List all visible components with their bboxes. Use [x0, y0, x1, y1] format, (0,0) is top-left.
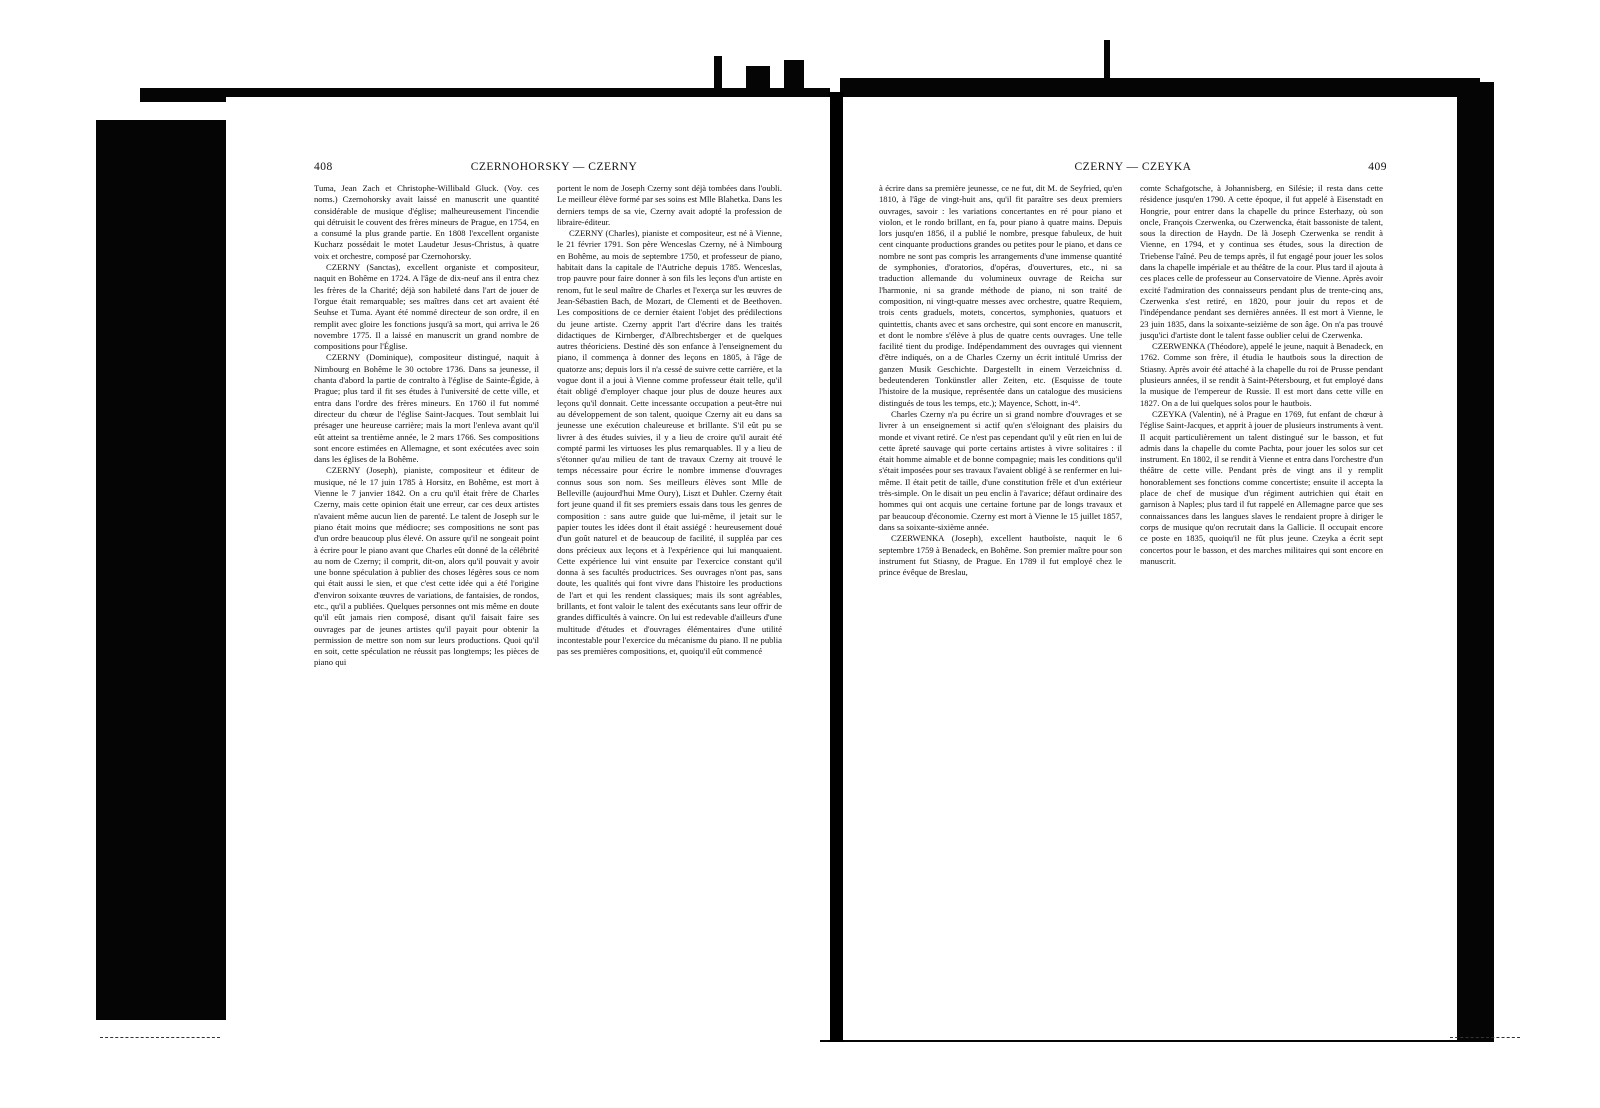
ink-mark-top-2	[746, 66, 770, 92]
entry-czerny-sanctas: CZERNY (Sanctas), excellent organiste et compositeur, naquit en Bohême en 1724. A l'âge de dix-neuf ans il entra chez les frères de la Charité; déjà son habileté dans l'art de jouer de l'orgue était remarquable; ses maîtres dans cet art avaient été Seuhse et Tuma. Ayant été nommé directeur de son ordre, il en remplit avec gloire les fonctions jusqu'à sa mort, qui arriva le 26 novembre 1775. Il a laissé en manuscrit un grand nombre de compositions pour l'Église.	[314, 262, 539, 352]
left-page-number: 408	[314, 161, 333, 173]
entry-czerny-joseph: CZERNY (Joseph), pianiste, compositeur et éditeur de musique, né le 17 juin 1785 à Horsitz, en Bohême, est mort à Vienne le 7 janvier 1842. On a cru qu'il était frère de Charles Czerny, mais cette opinion était une erreur, car ces deux artistes n'avaient même aucun lien de parenté. Le talent de Joseph sur le piano était moins que médiocre; ses compositions ne sont pas d'un ordre beaucoup plus élevé. On assure qu'il ne songeait point à écrire pour le piano avant que Charles eût donné de la célébrité au nom de Czerny; il comprit, dit-on, alors qu'il pouvait y avoir une bonne spéculation à publier des choses légères sous ce nom qui était aussi le sien, et que c'est cette idée qui a été l'origine d'environ soixante œuvres de variations, de fantaisies, de rondos, etc., qu'il a publiées. Quelques personnes ont mis même en doute qu'il eût jamais rien composé, disant qu'il faisait faire ses ouvrages par de jeunes artistes qu'il payait pour obtenir la permission de mettre son nom sur leurs productions. Quoi qu'il en soit, cette spéculation ne réussit pas longtemps; les pièces de piano qui	[314, 465, 539, 668]
right-page-number: 409	[1368, 161, 1387, 173]
entry-paragraph: portent le nom de Joseph Czerny sont déjà tombées dans l'oubli. Le meilleur élève formé par ses soins est Mlle Blahetka. Dans les derniers temps de sa vie, Czerny avait adopté la profession de libraire-éditeur.	[557, 183, 782, 227]
left-running-head	[314, 161, 794, 177]
right-column-1	[879, 183, 1122, 578]
scan-border-top-right	[840, 78, 1480, 98]
left-column-1	[314, 183, 539, 669]
ink-mark-top-4	[1104, 40, 1110, 82]
entry-paragraph: comte Schafgotsche, à Johannisberg, en Silésie; il resta dans cette résidence jusqu'en 1790. A cette époque, il fut appelé à Eisenstadt en Hongrie, pour entrer dans la chapelle du prince Esterhazy, où son oncle, François Czerwenka, ou Czerwencka, était bassoniste de talent, sous la direction de Haydn. De là Joseph Czerwenka se rendit à Vienne, en 1794, et y continua ses études, sous la direction de Triebense l'aîné. Peu de temps après, il fut engagé pour jouer les solos dans la chapelle impériale et au théâtre de la cour. Plus tard il ajouta à ces places celle de professeur au Conservatoire de Vienne. Après avoir excité l'admiration des connaisseurs pendant plus de trente-cinq ans, Czerwenka s'est retiré, en 1820, pour jouir du repos et de l'indépendance pendant ses dernières années. Il est mort à Vienne, le 23 juin 1835, dans la soixante-seizième de son âge. On n'a pas trouvé jusqu'ici d'artiste dont le talent fasse oublier celui de Czerwenka.	[1140, 183, 1383, 340]
entry-czeyka-valentin: CZEYKA (Valentin), né à Prague en 1769, fut enfant de chœur à l'église Saint-Jacques, et apprit à jouer de plusieurs instruments à vent. Il acquit particulièrement un talent distingué sur le basson, et fut admis dans la chapelle du comte Pachta, pour jouer les solos sur cet instrument. En 1802, il se rendit à Vienne et entra dans l'orchestre d'un théâtre de cette ville. Pendant près de vingt ans il y remplit honorablement ses fonctions comme concertiste; ensuite il accepta la place de chef de musique d'un régiment autrichien qui était en garnison à Naples; plus tard il fut rappelé en Allemagne parce que ses connaissances dans les langues slaves le rendaient propre à diriger le corps de musique qu'on recrutait dans la Gallicie. Il occupait encore ce poste en 1835, quoiqu'il ne fût plus jeune. Czeyka a écrit sept concertos pour le basson, et des marches militaires qui sont encore en manuscrit.	[1140, 408, 1383, 566]
scan-border-right	[1452, 82, 1494, 1042]
entry-czerny-dominique: CZERNY (Dominique), compositeur distingué, naquit à Nimbourg en Bohême le 30 octobre 1736. Dans sa jeunesse, il chanta d'abord la partie de contralto à l'église de Sainte-Égide, à Prague; plus tard il fit ses études à l'université de cette ville, et entra dans l'ordre des frères mineurs. En 1760 il fut nommé directeur du chœur de l'église Saint-Jacques. Tout semblait lui présager une heureuse carrière; mais la mort l'enleva avant qu'il eût atteint sa trentième année, le 2 mars 1766. Ses compositions sont encore estimées en Allemagne, et sont exécutées avec soin dans les églises de la Bohême.	[314, 352, 539, 465]
ink-mark-top-1	[714, 56, 722, 92]
entry-paragraph: Charles Czerny n'a pu écrire un si grand nombre d'ouvrages et se livrer à un enseignement si actif qu'en s'éloignant des plaisirs du monde et vivant retiré. Ce n'est pas cependant qu'il y eût rien en lui de cette âpreté sauvage qui porte certains artistes à vivre solitaires : il était homme aimable et de bonne compagnie; mais les conditions qu'il s'était imposées pour ses travaux l'avaient obligé à se renfermer en lui-même. Il était petit de taille, d'une constitution frêle et d'un extérieur très-simple. On le disait un peu enclin à l'avarice; défaut ordinaire des hommes qui ont acquis une certaine fortune par de longs travaux et par beaucoup d'économie. Czerny est mort à Vienne le 15 juillet 1857, dans sa soixante-sixième année.	[879, 408, 1122, 532]
entry-czerwenka-joseph: CZERWENKA (Joseph), excellent hautboïste, naquit le 6 septembre 1759 à Benadeck, en Bohême. Son premier maître pour son instrument fut Stiasny, de Prague. En 1789 il fut employé chez le prince évêque de Breslau,	[879, 533, 1122, 578]
right-column-2	[1140, 183, 1383, 578]
right-running-head	[879, 161, 1387, 177]
left-page-title: CZERNOHORSKY — CZERNY	[470, 161, 638, 173]
right-page-title: CZERNY — CZEYKA	[1074, 161, 1192, 173]
left-page	[226, 97, 830, 1040]
right-page	[843, 97, 1457, 1040]
right-columns	[879, 183, 1383, 578]
entry-czerny-charles: CZERNY (Charles), pianiste et compositeur, est né à Vienne, le 21 février 1791. Son père Wenceslas Czerny, né à Nimbourg en Bohême, au mois de septembre 1750, et professeur de piano, habitait dans la capitale de l'Autriche depuis 1785. Wenceslas, trop pauvre pour faire donner à son fils les leçons d'un artiste en renom, fut le seul maître de Charles et l'exerça sur les œuvres de Jean-Sébastien Bach, de Mozart, de Clementi et de Beethoven. Les compositions de ce dernier étaient l'objet des prédilections du jeune artiste. Czerny apprit l'art d'écrire dans les traités didactiques de Kirnberger, d'Albrechtsberger et de quelques autres théoriciens. Destiné dès son enfance à l'enseignement du piano, il commença à donner des leçons en 1805, à l'âge de quatorze ans; depuis lors il n'a cessé de suivre cette carrière, et la vogue dont il a joui à Vienne comme professeur était telle, qu'il était obligé d'employer chaque jour plus de douze heures aux leçons qu'il donnait. Cette incessante occupation a peut-être nui au développement de son talent, quoique Czerny ait eu dans sa jeunesse une exécution chaleureuse et brillante. S'il eût pu se livrer à des études suivies, il y a lieu de croire qu'il aurait été compté parmi les virtuoses les plus remarquables. Il y a lieu de s'étonner qu'au milieu de tant de travaux Czerny ait trouvé le temps nécessaire pour écrire le nombre immense d'ouvrages connus sous son nom. Ses meilleurs élèves sont Mlle de Belleville (aujourd'hui Mme Oury), Liszt et Duhler. Czerny était fort jeune quand il fit ses premiers essais dans tous les genres de composition : sans autre guide que lui-même, il jetait sur le papier toutes les idées dont il était assiégé : heureusement doué d'un goût naturel et de beaucoup de facilité, il suppléa par ces dons précieux aux leçons et à l'expérience qui lui manquaient. Cette expérience lui vint ensuite par l'exercice constant qu'il donna à ses facultés productrices. Ses ouvrages n'ont pas, sans doute, les qualités qui font vivre dans l'histoire les productions de l'art et qui les rendent classiques; mais ils sont agréables, brillants, et font valoir le talent des exécutants sans leur offrir de grandes difficultés à vaincre. On lui est redevable d'ailleurs d'une multitude d'études et d'ouvrages élémentaires d'une utilité incontestable pour l'exercice du mécanisme du piano. Il ne publia pas ses premières compositions, et, quoiqu'il eût commencé	[557, 228, 782, 657]
ink-mark-top-3	[784, 60, 804, 92]
entry-paragraph: à écrire dans sa première jeunesse, ce ne fut, dit M. de Seyfried, qu'en 1810, à l'âge de vingt-huit ans, qu'il fit paraître ses deux premiers ouvrages, savoir : les variations concertantes en ré pour piano et violon, et le rondo brillant, en fa, pour piano à quatre mains. Depuis lors jusqu'en 1856, il a publié le nombre, presque fabuleux, de huit cent cinquante productions grandes ou petites pour le piano, et dans ce nombre ne sont pas compris les arrangements d'une immense quantité de symphonies, d'oratorios, d'opéras, d'ouvertures, etc., ni sa traduction allemande du volumineux ouvrage de Reicha sur l'harmonie, ni sa grande méthode de piano, ni son traité de composition, ni vingt-quatre messes avec orchestre, quatre Requiem, trois cents graduels, motets, concertos, symphonies, quatuors et quintettis, chants avec et sans orchestre, qui sont encore en manuscrit, et dont le nombre s'élève à plus de quatre cents ouvrages. Une telle facilité tient du prodige. Indépendamment des ouvrages qui viennent d'être indiqués, on a de Charles Czerny un écrit intitulé Umriss der ganzen Musik Geschichte. Dargestellt in einem Verzeichniss d. bedeutenderen Tonkünstler aller Zeiten, etc. (Esquisse de toute l'histoire de la musique, représentée dans un catalogue des musiciens distingués de tous les temps, etc.); Mayence, Schott, in-4°.	[879, 183, 1122, 408]
scan-dotted-edge-left	[100, 1037, 220, 1038]
book-gutter	[828, 92, 844, 1042]
left-columns	[314, 183, 782, 669]
entry-czerwenka-theodore: CZERWENKA (Théodore), appelé le jeune, naquit à Benadeck, en 1762. Comme son frère, il étudia le hautbois sous la direction de Stiasny. Après avoir été attaché à la chapelle du roi de Prusse pendant plusieurs années, il se rendit à Saint-Pétersbourg, et fut employé dans la musique de l'empereur de Russie. Il est mort dans cette ville en 1827. On a de lui quelques solos pour le hautbois.	[1140, 341, 1383, 408]
scan-border-left	[96, 120, 236, 1020]
scan-dotted-edge-right	[1450, 1037, 1520, 1038]
left-column-2	[557, 183, 782, 669]
entry-paragraph: Tuma, Jean Zach et Christophe-Willibald Gluck. (Voy. ces noms.) Czernohorsky avait laissé en manuscrit une quantité considérable de musique d'église; malheureusement l'incendie qui détruisit le couvent des frères mineurs de Prague, en 1754, en a consumé la plus grande partie. En 1808 l'excellent organiste Kucharz possédait le motet Laudetur Jesus-Christus, à quatre voix et orchestre, composé par Czernohorsky.	[314, 183, 539, 261]
